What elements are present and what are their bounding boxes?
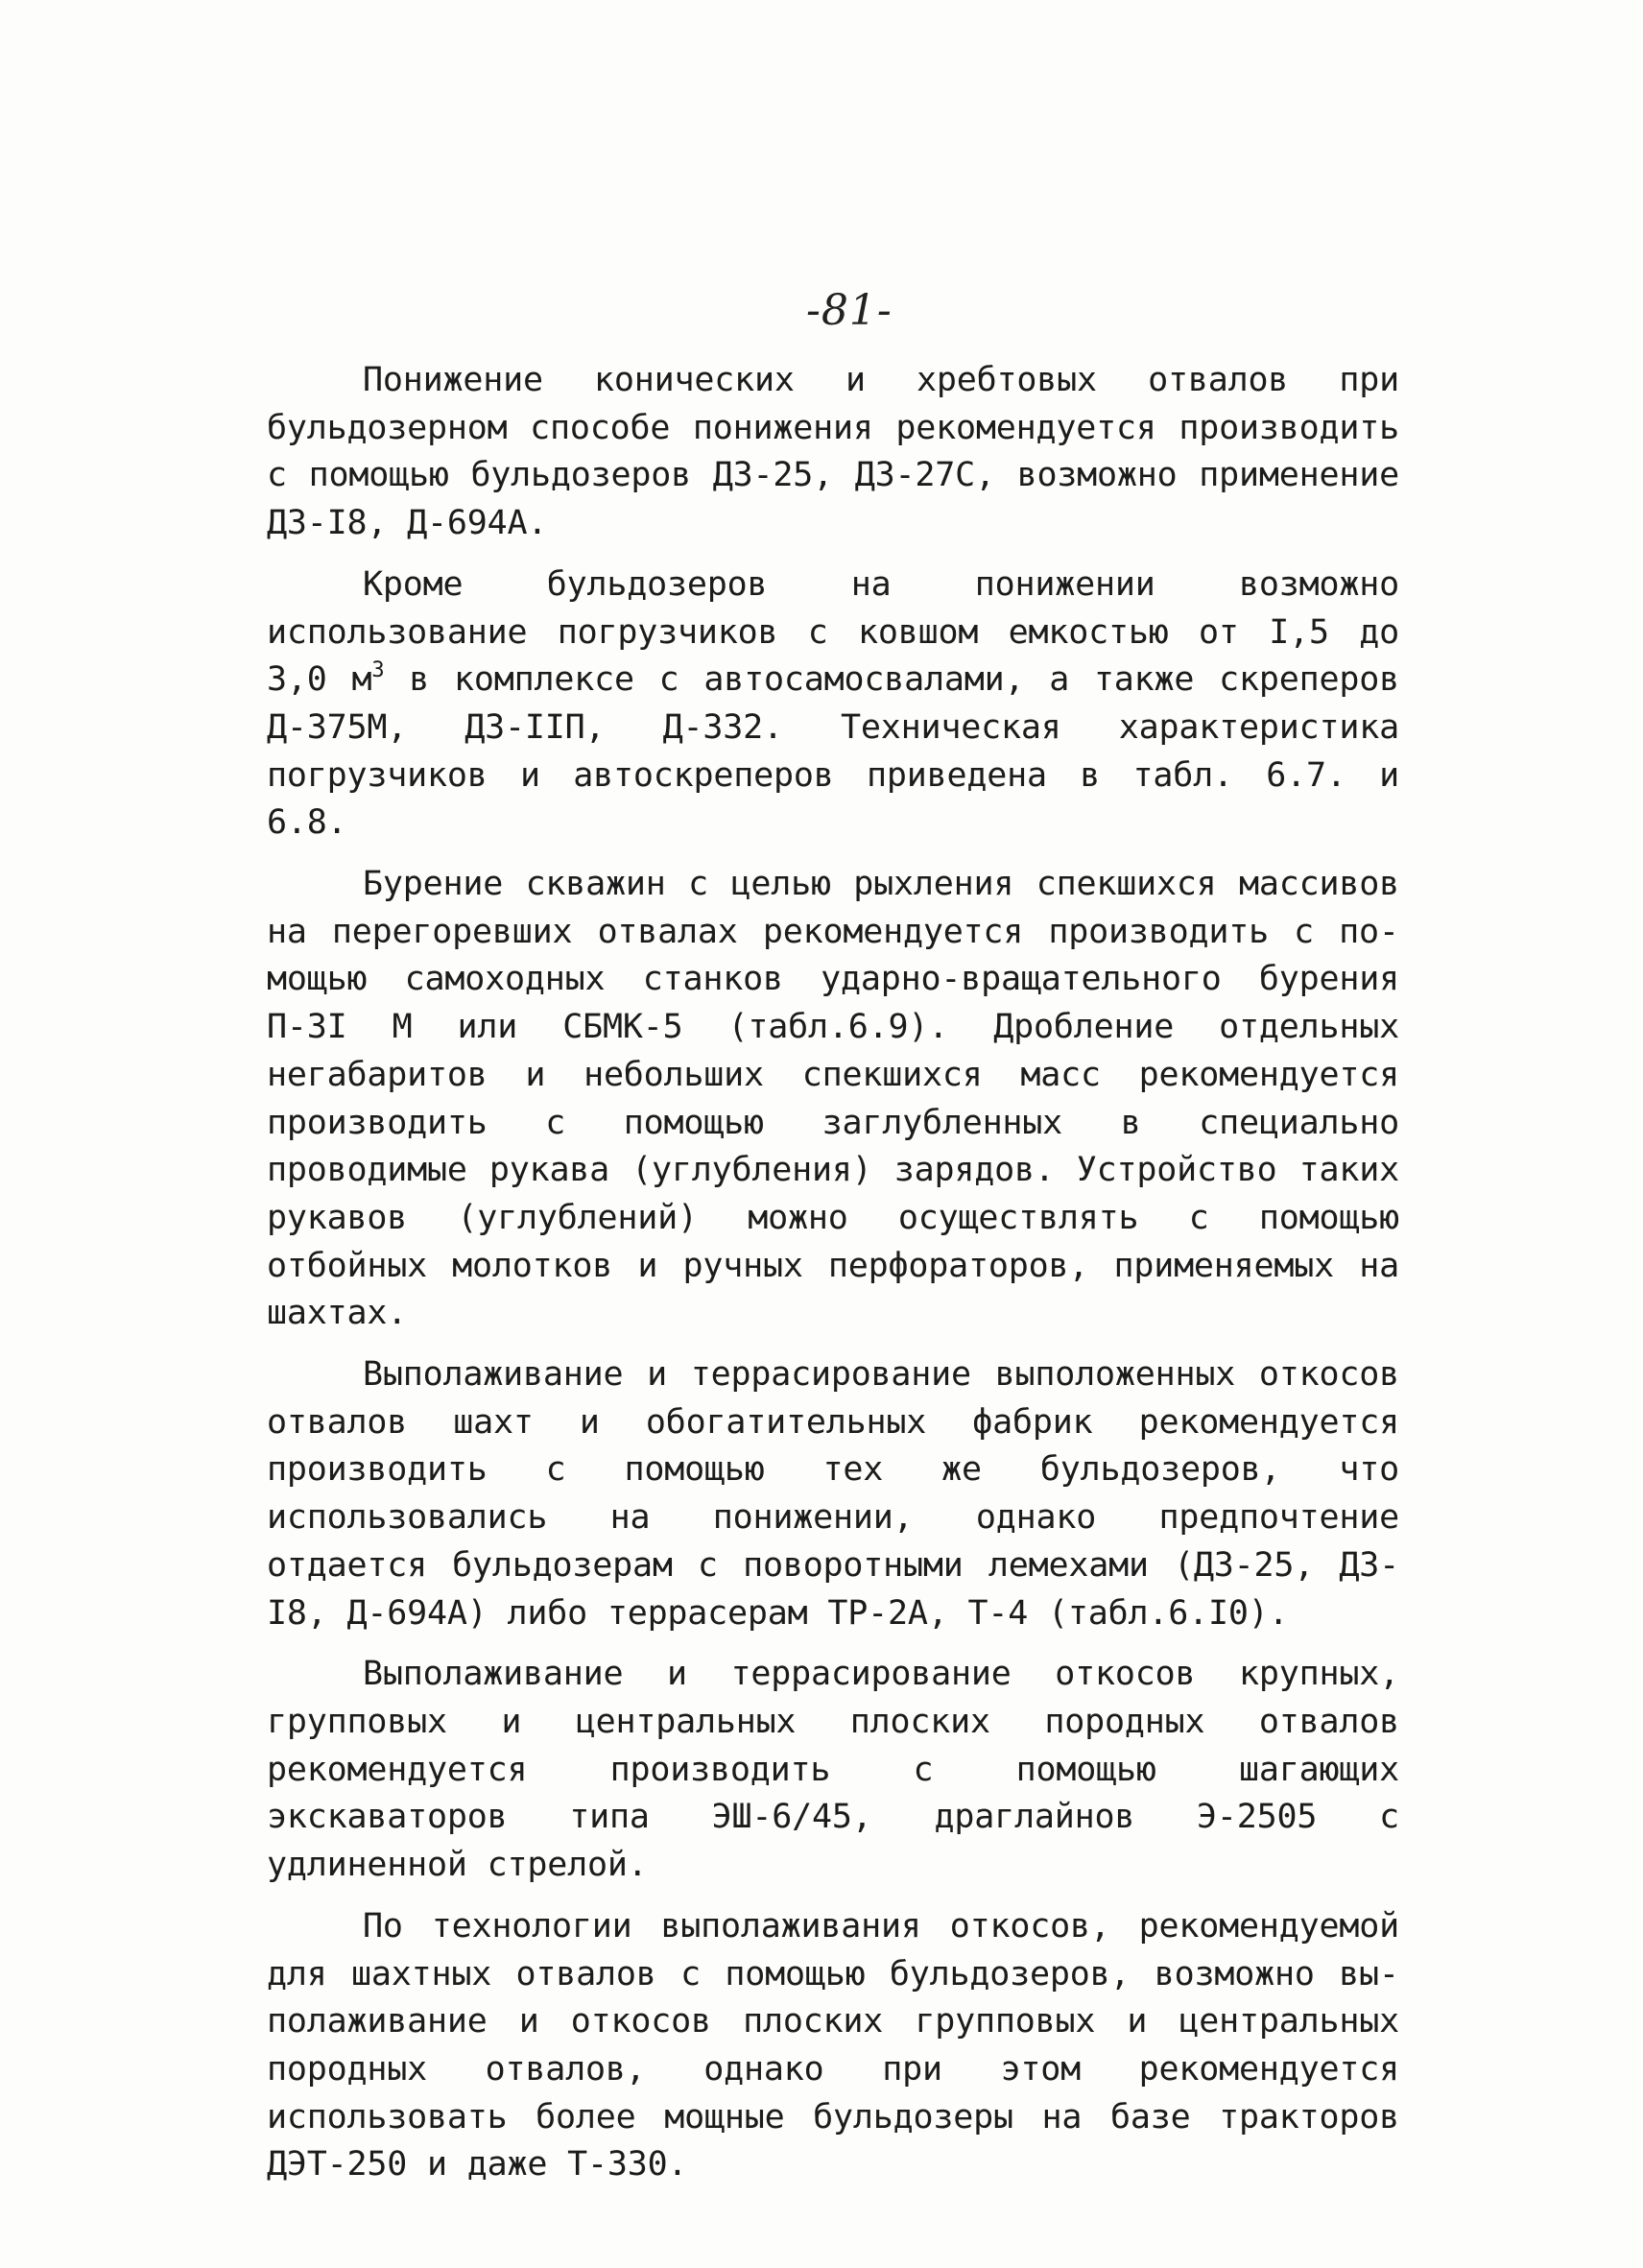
- paragraph-6: По технологии выполаживания откосов, рекомендуемой для шахтных отвалов с помощью бульдозеров, возможно выполаживание и откосов плоских групповых и центральных породных отвалов, однако при этом рекомендуется использовать более мощные бульдозеры на базе тракторов ДЭТ-250 и даже Т-330.: [267, 1906, 1399, 2184]
- body-text: [267, 357, 1399, 2189]
- paragraph-2-text-end: в комплексе с автосамосвалами, а также скреперов Д-375М, ДЗ-IIП, Д-332. Техническая характеристика погрузчиков и автоскреперов приведена в табл. 6.7. и 6.8.: [267, 660, 1399, 843]
- page-number: -81-: [806, 286, 893, 335]
- paragraph-5: Выполаживание и террасирование откосов крупных, групповых и центральных плоских породных отвалов рекомендуется производить с помощью шагающих экскаваторов типа ЭШ-6/45, драглайнов Э-2505 с удлиненной стрелой.: [267, 1655, 1399, 1885]
- paragraph-2: [267, 561, 1399, 848]
- paragraph-3: Бурение скважин с целью рыхления спекшихся массивов на перегоревших отвалах рекомендуется производить с помощью самоходных станков ударно-вращательного бурения П-3I М или СБМК-5 (табл.6.9). Дробление отдельных негабаритов и небольших спекшихся масс рекомендуется производить с помощью заглубленных в специально проводимые рукава (углубления) зарядов. Устройство таких рукавов (углублений) можно осуществлять с помощью отбойных молотков и ручных перфораторов, применяемых на шахтах.: [267, 865, 1399, 1333]
- paragraph-4: Выполаживание и террасирование выположенных откосов отвалов шахт и обогатительных фабрик рекомендуется производить с помощью тех же бульдозеров, что использовались на понижении, однако предпочтение отдается бульдозерам с поворотными лемехами (ДЗ-25, ДЗ-I8, Д-694А) либо террасерам ТР-2А, Т-4 (табл.6.I0).: [267, 1355, 1399, 1633]
- paragraph-1: Понижение конических и хребтовых отвалов при бульдозерном способе понижения рекомендуется производить с помощью бульдозеров ДЗ-25, ДЗ-27С, возможно применение ДЗ-I8, Д-694А.: [267, 361, 1399, 543]
- superscript-cube: 3: [371, 658, 385, 683]
- paragraph-2-text-start: Кроме бульдозеров на понижении возможно использование погрузчиков с ковшом емкостью от I,5 до 3,0 м: [267, 564, 1399, 700]
